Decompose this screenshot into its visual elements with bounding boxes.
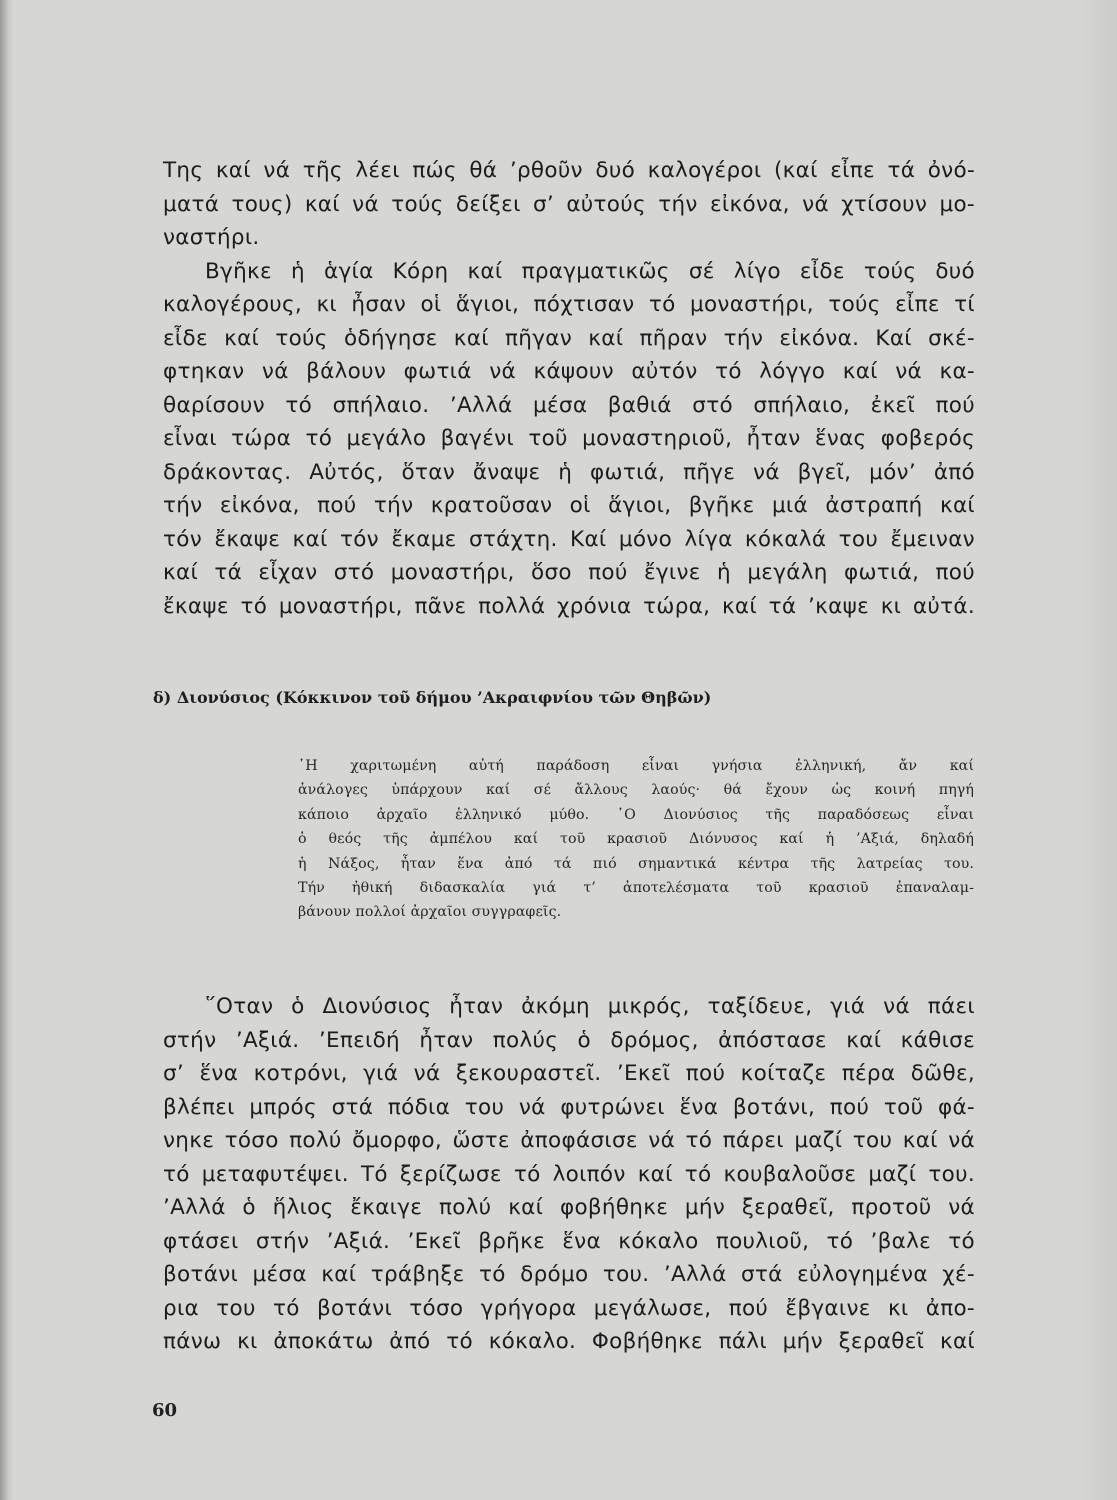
text-line: τήν εἰκόνα, πού τήν κρατοῦσαν οἱ ἅγιοι, βγῆκε μιά ἀστραπή καί [163,493,975,518]
text-line: πάνω κι ἀποκάτω ἀπό τό κόκαλο. Φοβήθηκε πάλι μήν ξεραθεῖ καί [163,1329,975,1354]
note-line: κάποιο ἀρχαῖο ἑλληνικό μύθο. ῾Ο Διονύσιος τῆς παραδόσεως εἶναι [298,806,974,823]
text-line: σ’ ἕνα κοτρόνι, γιά νά ξεκουραστεῖ. ’Εκεῖ πού κοίταζε πέρα δῶθε, [163,1061,975,1086]
text-line: ματά τους) καί νά τούς δείξει σ’ αὐτούς τήν εἰκόνα, νά χτίσουν μο- [163,191,975,217]
text-line: στήν ’Αξιά. ’Επειδή ἦταν πολύς ὁ δρόμος, ἀπόστασε καί κάθισε [163,1027,975,1053]
text-line: ἔκαψε τό μοναστήρι, πᾶνε πολλά χρόνια τώρα, καί τά ’καψε κι αὐτά. [163,593,975,619]
text-line: φτηκαν νά βάλουν φωτιά νά κάψουν αὐτόν τό λόγγο καί νά κα- [163,359,975,384]
text-line: τόν ἔκαψε καί τόν ἔκαμε στάχτη. Καί μόνο λίγα κόκαλά του ἔμειναν [163,526,975,552]
note-line: ῾Η χαριτωμένη αὐτή παράδοση εἶναι γνήσια ἑλληνική, ἄν καί [298,758,974,774]
page-number: 60 [152,1400,178,1421]
text-line: καί τά εἶχαν στό μοναστήρι, ὅσο πού ἔγινε ἡ μεγάλη φωτιά, πού [163,560,975,585]
story-ending-text [163,154,975,623]
note-line: ὁ θεός τῆς ἀμπέλου καί τοῦ κρασιοῦ Διόνυσος καί ἡ ’Αξιά, δηλαδή [298,831,974,848]
text-line: ρια του τό βοτάνι τόσο γρήγορα μεγάλωσε, πού ἔβγαινε κι ἀπο- [163,1295,975,1321]
page-binding-edge [0,0,14,1500]
text-line: ναστήρι. [163,225,260,250]
text-line: τό μεταφυτέψει. Τό ξερίζωσε τό λοιπόν καί τό κουβαλοῦσε μαζί του. [163,1161,975,1187]
note-line: Τήν ἠθική διδασκαλία γιά τ’ ἀποτελέσματα τοῦ κρασιοῦ ἐπαναλαμ- [298,879,974,896]
section-heading: δ) Διονύσιος (Κόκκινον τοῦ δήμου ’Ακραιφνίου τῶν Θηβῶν) [153,688,712,707]
text-line: ῞Οταν ὁ Διονύσιος ἦταν ἀκόμη μικρός, ταξίδευε, γιά νά πάει [205,994,975,1019]
text-line: Της καί νά τῆς λέει πώς θά ’ρθοῦν δυό καλογέροι (καί εἶπε τά ὀνό- [163,158,975,183]
text-line: θαρίσουν τό σπήλαιο. ’Αλλά μέσα βαθιά στό σπήλαιο, ἐκεῖ πού [163,392,975,418]
text-line: Βγῆκε ἡ ἁγία Κόρη καί πραγματικῶς σέ λίγο εἶδε τούς δυό [205,258,975,284]
note-line: ἡ Νάξος, ἦταν ἕνα ἀπό τά πιό σημαντικά κέντρα τῆς λατρείας του. [298,855,974,872]
text-line: δράκοντας. Αὐτός, ὅταν ἄναψε ἡ φωτιά, πῆγε νά βγεῖ, μόν’ ἀπό [163,459,975,485]
text-line: εἶναι τώρα τό μεγάλο βαγένι τοῦ μοναστηριοῦ, ἦταν ἕνας φοβερός [163,426,975,451]
note-line: βάνουν πολλοί ἀρχαῖοι συγγραφεῖς. [298,904,562,921]
note-line: ἀνάλογες ὑπάρχουν καί σέ ἄλλους λαούς· θά ἔχουν ὡς κοινή πηγή [298,782,974,799]
page-shadow [1077,0,1117,1500]
commentary-note [298,754,974,925]
text-line: καλογέρους, κι ἦσαν οἱ ἅγιοι, πόχτισαν τό μοναστήρι, τούς εἶπε τί [163,292,975,317]
text-line: ’Αλλά ὁ ἥλιος ἔκαιγε πολύ καί φοβήθηκε μήν ξεραθεῖ, προτοῦ νά [163,1195,975,1220]
text-line: βλέπει μπρός στά πόδια του νά φυτρώνει ἕνα βοτάνι, πού τοῦ φά- [163,1094,975,1120]
text-line: βοτάνι μέσα καί τράβηξε τό δρόμο του. ’Αλλά στά εὐλογημένα χέ- [163,1262,975,1287]
tale-text [163,990,975,1359]
text-line: φτάσει στήν ’Αξιά. ’Εκεῖ βρῆκε ἕνα κόκαλο πουλιοῦ, τό ’βαλε τό [163,1228,975,1254]
text-line: νηκε τόσο πολύ ὄμορφο, ὥστε ἀποφάσισε νά τό πάρει μαζί του καί νά [163,1128,975,1153]
text-line: εἶδε καί τούς ὁδήγησε καί πῆγαν καί πῆραν τήν εἰκόνα. Καί σκέ- [163,325,975,351]
